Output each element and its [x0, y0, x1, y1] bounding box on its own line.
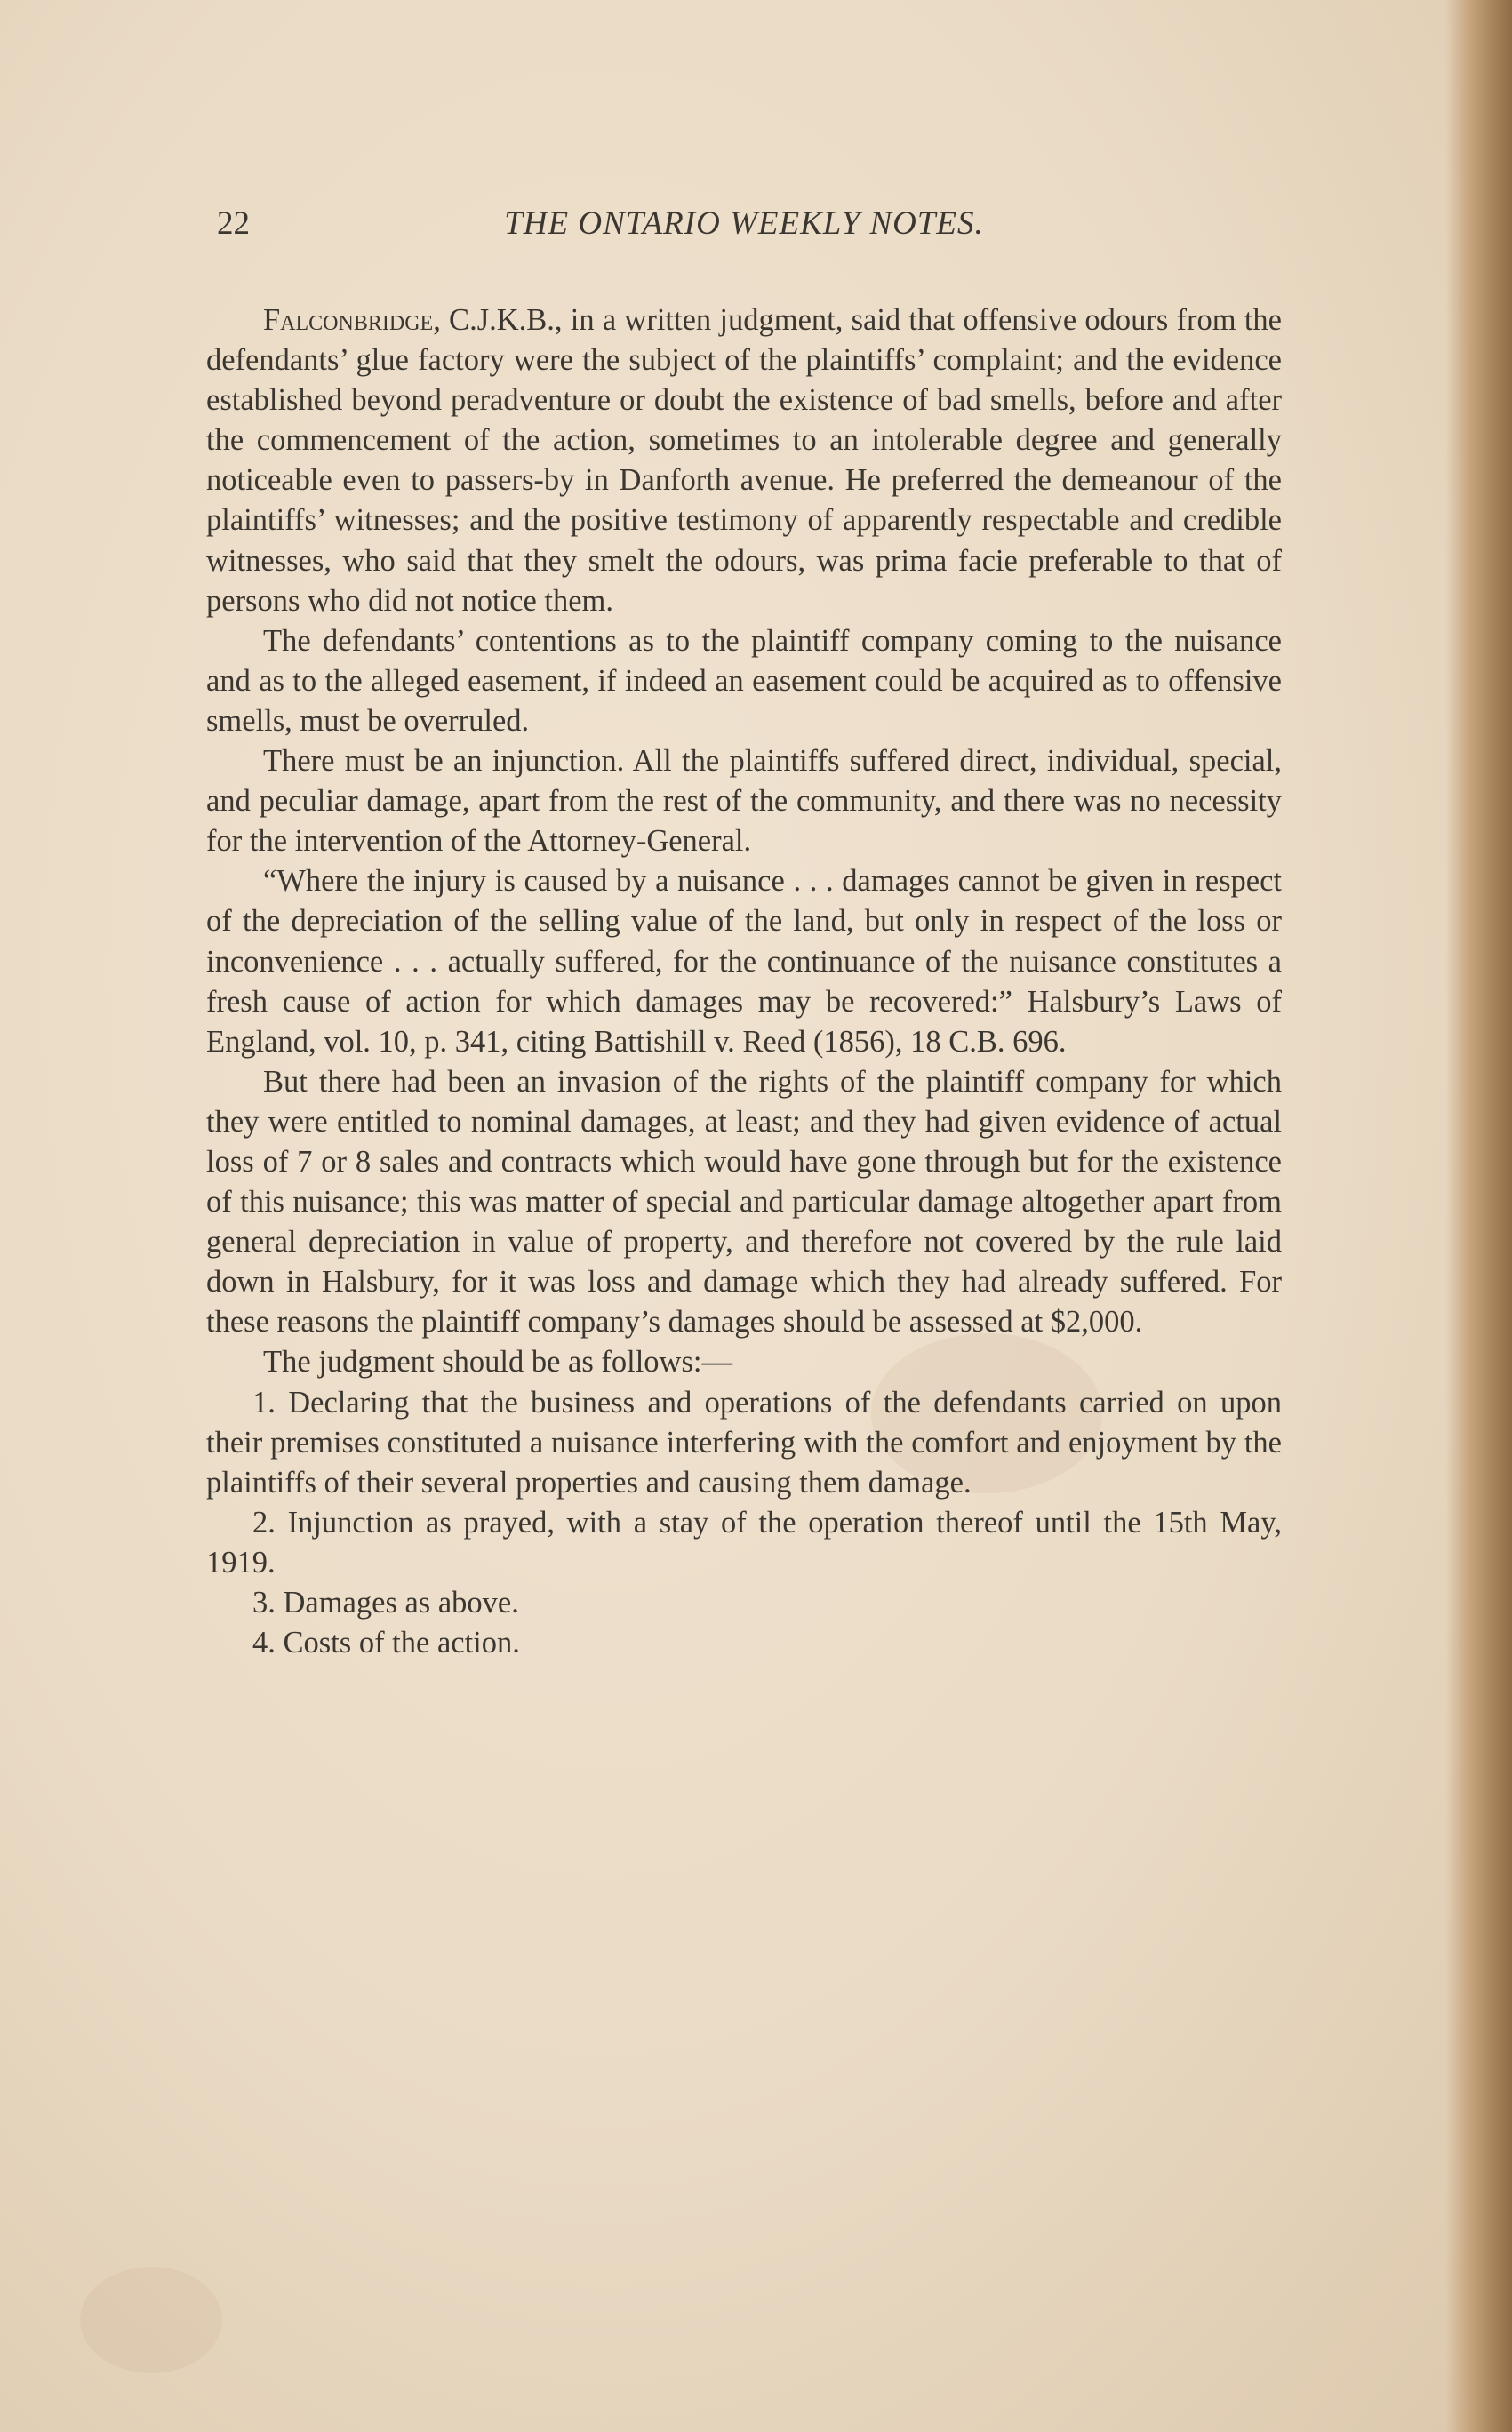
journal-title: THE ONTARIO WEEKLY NOTES. — [504, 205, 984, 242]
judgment-item-2: 2. Injunction as prayed, with a stay of the operation thereof until the 15th May, 1919. — [206, 1505, 1282, 1580]
paragraph-contentions: The defendants’ contentions as to the plaintiff company coming to the nuisance and as to the alleged easement, if indeed an easement could be acquired as to offensive smells, must be overruled. — [206, 623, 1282, 738]
paragraph-judgment-text: , C.J.K.B., in a written judgment, said that offensive odours from the defendants’ glue factory were the subject of the plaintiffs’ complaint; and the evidence established beyond peradventure or doubt the existence of bad smells, before and after the commencement of the action, sometimes to an intolerable degree and generally noticeable even to passers-by in Danforth avenue. He preferred the demeanour of the plaintiffs’ witnesses; and the positive testimony of apparently respectable and credible witnesses, who said that they smelt the odours, was prima facie preferable to that of persons who did not notice them. — [206, 303, 1282, 618]
paragraph-injunction: There must be an injunction. All the plaintiffs suffered direct, individual, special, and peculiar damage, apart from the rest of the community, and there was no necessity for the intervention of the Attorney-General. — [206, 744, 1282, 859]
running-head — [206, 204, 1282, 254]
paragraph-damages: But there had been an invasion of the rights of the plaintiff company for which they were entitled to nominal damages, at least; and they had given evidence of actual loss of 7 or 8 sales and contracts which would have gone through but for the existence of this nuisance; this was matter of special and particular damage altogether apart from general depreciation in value of property, and therefore not covered by the rule laid down in Halsbury, for it was loss and damage which they had already suffered. For these reasons the plaintiff company’s damages should be assessed at $2,000. — [206, 1064, 1282, 1340]
paragraph-quotation: “Where the injury is caused by a nuisance . . . damages cannot be given in respect of the depreciation of the selling value of the land, but only in respect of the loss or inconvenience . . . actually suffered, for the continuance of the nuisance constitutes a fresh cause of action for which damages may be recovered:” Halsbury’s Laws of England, vol. 10, p. 341, citing Battishill v. Reed (1856), 18 C.B. 696. — [206, 864, 1282, 1059]
judge-name: Falconbridge — [263, 303, 434, 337]
paragraph-judgment — [206, 300, 1282, 621]
judgment-item-4: 4. Costs of the action. — [252, 1626, 520, 1660]
paper-stain — [80, 2267, 222, 2373]
page-number: 22 — [217, 205, 250, 242]
judgment-item-1: 1. Declaring that the business and operations of the defendants carried on upon their premises constituted a nuisance interfering with the comfort and enjoyment by the plaintiffs of their several properties and causing them damage. — [206, 1385, 1282, 1500]
page-edge-shadow — [1445, 0, 1512, 2432]
paragraph-judgment-intro: The judgment should be as follows:— — [263, 1345, 732, 1380]
page-content — [206, 204, 1282, 1663]
judgment-item-3: 3. Damages as above. — [252, 1586, 519, 1620]
